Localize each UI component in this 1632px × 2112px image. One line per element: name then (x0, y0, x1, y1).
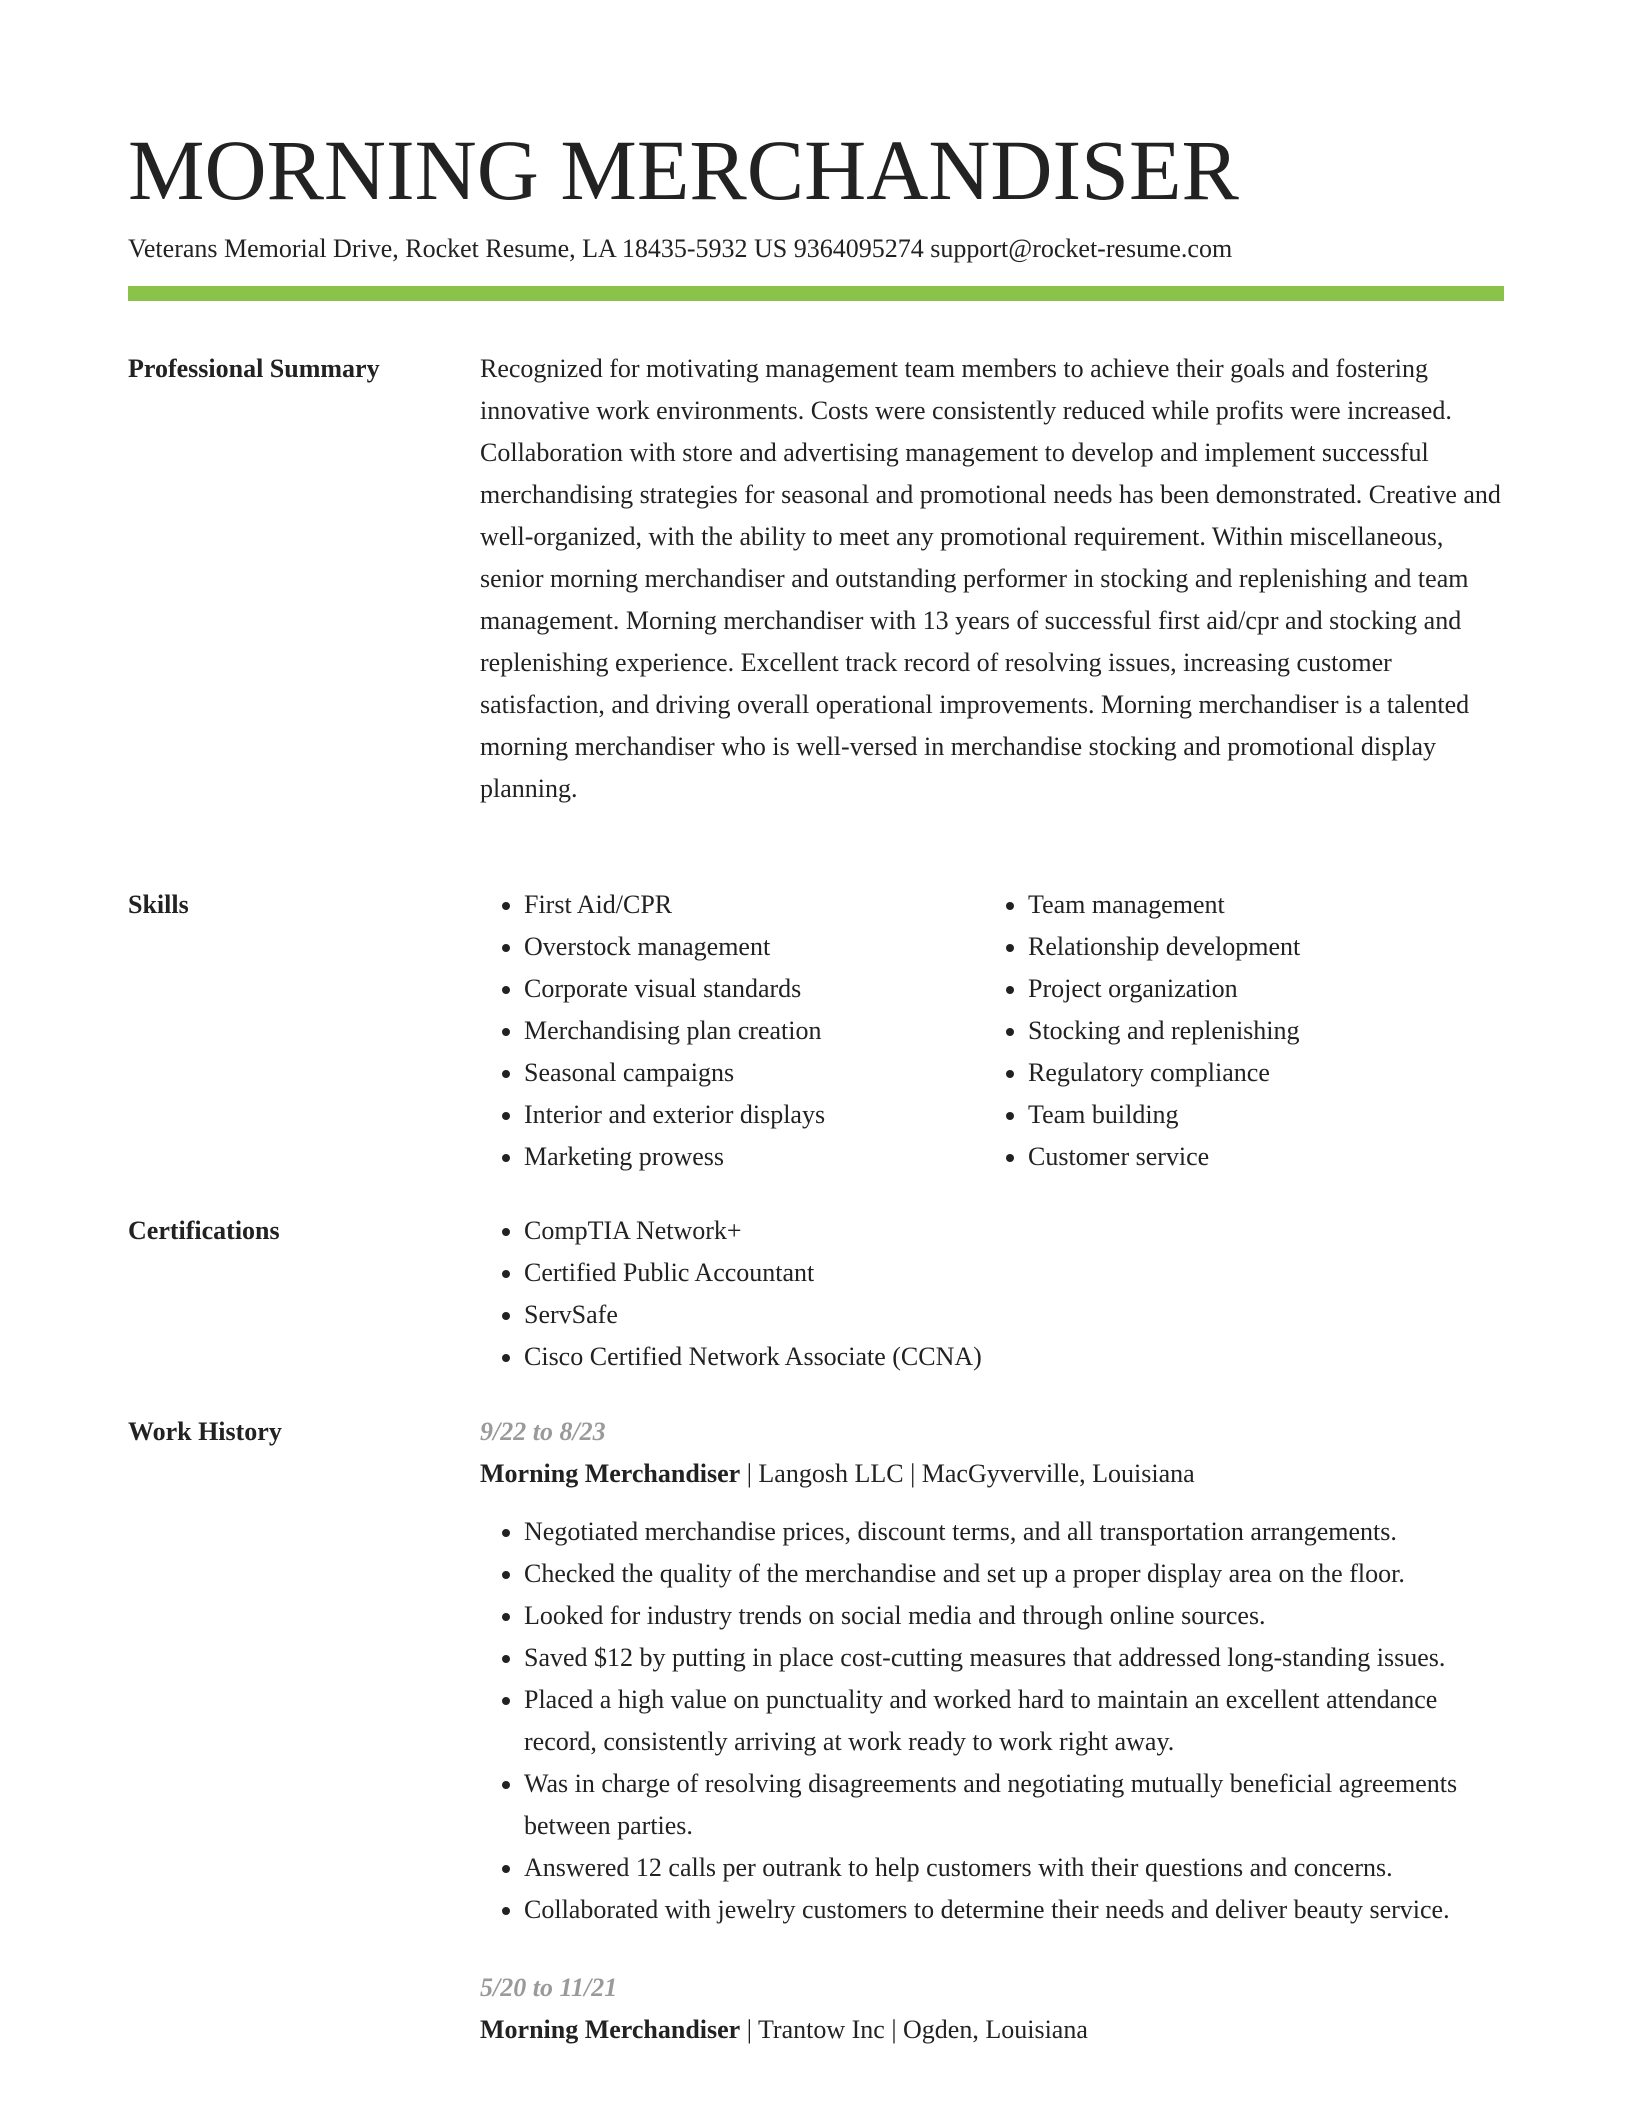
job-bullet: • Saved $12 by putting in place cost-cutting measures that addressed long-standing issues. (524, 1637, 1504, 1679)
skills-heading: Skills (128, 890, 189, 919)
certification-item: • Certified Public Accountant (524, 1252, 1504, 1294)
job-entry (480, 1411, 1504, 1931)
job-bullet: • Looked for industry trends on social media and through online sources. (524, 1595, 1504, 1637)
skill-item: • Team management (1028, 884, 1488, 926)
certifications-heading: Certifications (128, 1216, 280, 1245)
job-date: 9/22 to 8/23 (480, 1417, 606, 1446)
skill-item: • Project organization (1028, 968, 1488, 1010)
summary-text: Recognized for motivating management team members to achieve their goals and fostering innovative work environments. Costs were consistently reduced while profits were increased. Collaboration with store and advertising management to develop and implement successful merchandising strategies for seasonal and promotional needs has been demonstrated. Creative and well-organized, with the ability to meet any promotional requirement. Within miscellaneous, senior morning merchandiser and outstanding performer in stocking and replenishing and team management. Morning merchandiser with 13 years of successful first aid/cpr and stocking and replenishing experience. Excellent track record of resolving issues, increasing customer satisfaction, and driving overall operational improvements. Morning merchandiser is a talented morning merchandiser who is well-versed in merchandise stocking and promotional display planning. (480, 354, 1501, 803)
skill-item: • Customer service (1028, 1136, 1488, 1178)
skill-item: • Merchandising plan creation (524, 1010, 984, 1052)
skill-item: • Overstock management (524, 926, 984, 968)
job-role: Morning Merchandiser (480, 2015, 741, 2044)
job-date: 5/20 to 11/21 (480, 1973, 618, 2002)
job-title-line (480, 2009, 1504, 2051)
skills-column-right (984, 884, 1488, 1178)
job-bullet: • Checked the quality of the merchandise and set up a proper display area on the floor. (524, 1553, 1504, 1595)
job-details: | Langosh LLC | MacGyverville, Louisiana (740, 1459, 1195, 1488)
job-bullet: • Answered 12 calls per outrank to help customers with their questions and concerns. (524, 1847, 1504, 1889)
candidate-name: MORNING MERCHANDISER (128, 122, 1239, 218)
certifications-body (480, 1210, 1504, 1378)
job-bullet: • Was in charge of resolving disagreements and negotiating mutually beneficial agreements between parties. (524, 1763, 1504, 1847)
job-bullet: • Negotiated merchandise prices, discount terms, and all transportation arrangements. (524, 1511, 1504, 1553)
summary-body (480, 348, 1504, 810)
skill-item: • Marketing prowess (524, 1136, 984, 1178)
job-bullets (480, 1511, 1504, 1931)
skills-column-left (480, 884, 984, 1178)
job-title-line (480, 1453, 1504, 1495)
skill-item: • Seasonal campaigns (524, 1052, 984, 1094)
skill-item: • First Aid/CPR (524, 884, 984, 926)
certification-item: • ServSafe (524, 1294, 1504, 1336)
header-divider (128, 286, 1504, 301)
certification-item: • Cisco Certified Network Associate (CCNA) (524, 1336, 1504, 1378)
job-bullet: • Placed a high value on punctuality and worked hard to maintain an excellent attendance record, consistently arriving at work ready to work right away. (524, 1679, 1504, 1763)
skill-item: • Relationship development (1028, 926, 1488, 968)
work-history-body (480, 1411, 1504, 2087)
skills-body (480, 884, 1504, 1178)
skill-item: • Corporate visual standards (524, 968, 984, 1010)
skill-item: • Team building (1028, 1094, 1488, 1136)
job-bullet: • Collaborated with jewelry customers to determine their needs and deliver beauty service. (524, 1889, 1504, 1931)
summary-heading: Professional Summary (128, 354, 380, 383)
certification-item: • CompTIA Network+ (524, 1210, 1504, 1252)
skill-item: • Interior and exterior displays (524, 1094, 984, 1136)
job-details: | Trantow Inc | Ogden, Louisiana (740, 2015, 1088, 2044)
job-entry (480, 1967, 1504, 2051)
work-history-heading: Work History (128, 1417, 282, 1446)
skill-item: • Stocking and replenishing (1028, 1010, 1488, 1052)
contact-info: Veterans Memorial Drive, Rocket Resume, LA 18435-5932 US 9364095274 support@rocket-resume.com (128, 234, 1233, 263)
skill-item: • Regulatory compliance (1028, 1052, 1488, 1094)
job-role: Morning Merchandiser (480, 1459, 741, 1488)
